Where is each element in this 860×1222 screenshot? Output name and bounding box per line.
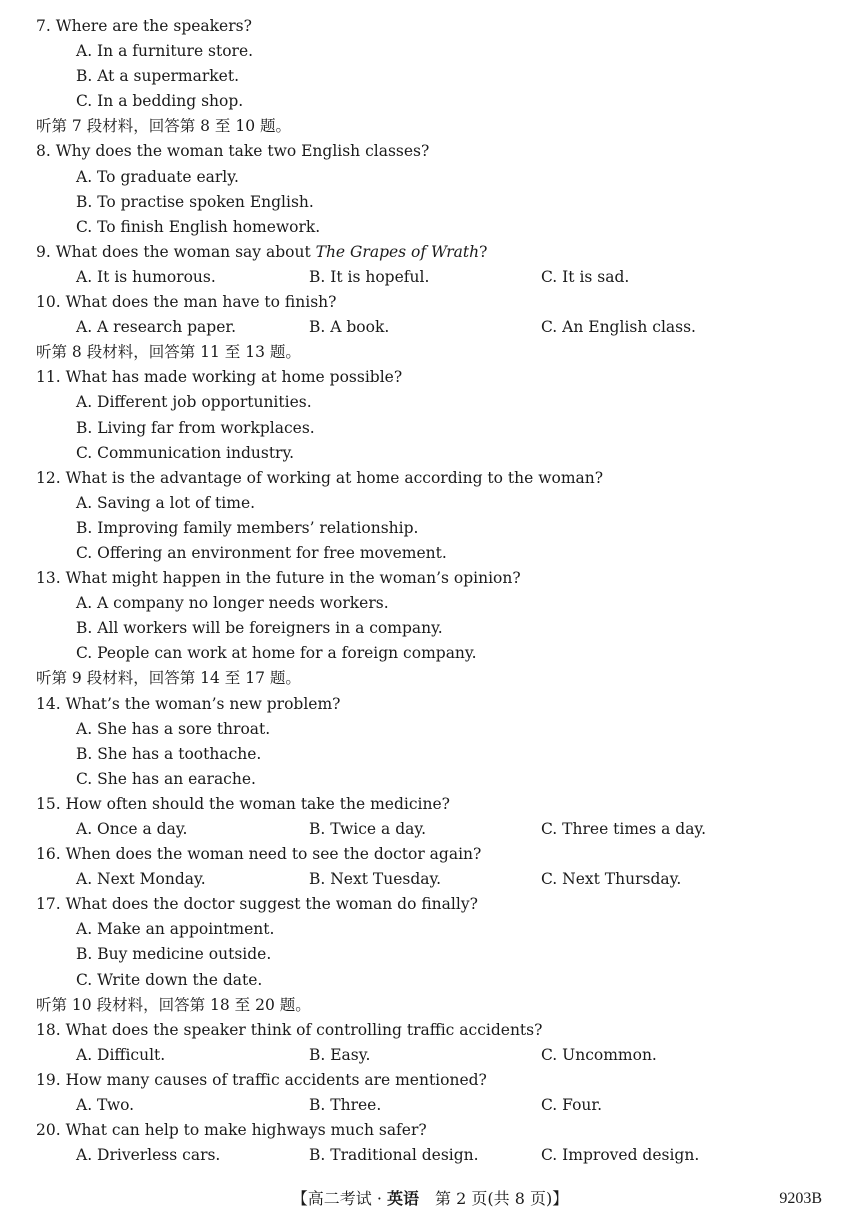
answer-option: B. A book. [309, 318, 390, 337]
answer-options-row [0, 1143, 860, 1168]
question-text-part: 9. What does the woman say about [36, 242, 316, 261]
section-instruction: 听第 7 段材料，回答第 8 至 10 题。 [36, 117, 292, 136]
answer-option: B. All workers will be foreigners in a company. [76, 619, 443, 638]
answer-option: B. Buy medicine outside. [76, 945, 272, 964]
question-text: 18. What does the speaker think of controlling traffic accidents? [36, 1020, 543, 1039]
answer-option: C. People can work at home for a foreign company. [76, 644, 477, 663]
question-text: 17. What does the doctor suggest the woman do finally? [36, 895, 478, 914]
answer-options-row [0, 817, 860, 842]
answer-option: A. To graduate early. [76, 167, 239, 186]
answer-option: A. She has a sore throat. [76, 719, 271, 738]
answer-option: A. A company no longer needs workers. [76, 594, 389, 613]
footer-page-info [0, 1186, 860, 1212]
question-text: 15. How often should the woman take the medicine? [36, 794, 450, 813]
answer-option: B. Easy. [309, 1045, 371, 1064]
answer-option: A. Make an appointment. [76, 920, 275, 939]
answer-option: C. It is sad. [541, 267, 630, 286]
footer-exam-label: 【高二考试 · [291, 1189, 388, 1208]
answer-option: A. Different job opportunities. [76, 393, 312, 412]
answer-option: C. Uncommon. [541, 1045, 657, 1064]
answer-option: C. Write down the date. [76, 970, 263, 989]
footer-subject: 英语 [387, 1189, 420, 1208]
answer-option: B. Next Tuesday. [309, 870, 442, 889]
footer-page-number: 第 2 页(共 8 页)】 [419, 1189, 569, 1208]
footer-code: 9203B [779, 1190, 822, 1207]
question-text: 16. When does the woman need to see the doctor again? [36, 845, 482, 864]
question-text: 10. What does the man have to finish? [36, 293, 337, 312]
answer-option: B. Improving family members’ relationship. [76, 518, 419, 537]
question-text: 8. Why does the woman take two English classes? [36, 142, 430, 161]
answer-option: A. Driverless cars. [76, 1146, 221, 1165]
answer-options-row [0, 1043, 860, 1068]
question-text: 12. What is the advantage of working at home according to the woman? [36, 468, 604, 487]
question-text: 13. What might happen in the future in the woman’s opinion? [36, 569, 521, 588]
answer-option: C. Three times a day. [541, 820, 707, 838]
question-text-part: ? [479, 242, 488, 261]
question-text: 19. How many causes of traffic accidents are mentioned? [36, 1070, 487, 1089]
answer-option: C. Four. [541, 1096, 603, 1115]
page-footer [0, 1186, 860, 1212]
answer-option: C. She has an earache. [76, 769, 256, 788]
answer-option: C. Next Thursday. [541, 870, 682, 889]
answer-option: A. It is humorous. [76, 267, 216, 286]
section-instruction: 听第 9 段材料，回答第 14 至 17 题。 [36, 669, 301, 688]
answer-options-row [0, 867, 860, 892]
answer-option: C. Communication industry. [76, 443, 295, 462]
answer-option: B. Twice a day. [309, 820, 426, 838]
exam-page [0, 14, 860, 1168]
answer-option: C. Offering an environment for free movement. [76, 543, 447, 562]
answer-option: A. Two. [76, 1096, 135, 1115]
answer-option: B. Traditional design. [309, 1146, 479, 1165]
question-text: 7. Where are the speakers? [36, 17, 252, 35]
answer-options-row [0, 315, 860, 340]
answer-option: A. Once a day. [76, 820, 188, 838]
answer-option: A. A research paper. [76, 318, 237, 337]
section-instruction: 听第 10 段材料，回答第 18 至 20 题。 [36, 995, 311, 1014]
book-title: The Grapes of Wrath [315, 242, 480, 261]
answer-option: C. To finish English homework. [76, 217, 321, 236]
answer-option: A. Difficult. [76, 1045, 166, 1064]
answer-option: B. It is hopeful. [309, 267, 430, 286]
answer-option: B. Living far from workplaces. [76, 418, 315, 437]
question-text: 11. What has made working at home possible? [36, 368, 403, 387]
answer-option: A. In a furniture store. [76, 42, 254, 61]
answer-option: C. An English class. [541, 318, 696, 337]
section-instruction: 听第 8 段材料，回答第 11 至 13 题。 [36, 343, 301, 362]
answer-option: B. Three. [309, 1096, 382, 1115]
answer-options-row [0, 1093, 860, 1118]
answer-option: C. Improved design. [541, 1146, 700, 1165]
answer-option: A. Saving a lot of time. [76, 493, 256, 512]
question-text: 20. What can help to make highways much safer? [36, 1121, 427, 1140]
answer-option: B. To practise spoken English. [76, 192, 314, 211]
answer-options-row [0, 265, 860, 290]
answer-option: B. She has a toothache. [76, 744, 262, 763]
question-text: 14. What’s the woman’s new problem? [36, 694, 341, 713]
question-text [0, 240, 860, 265]
answer-option: A. Next Monday. [76, 870, 206, 889]
answer-option: B. At a supermarket. [76, 67, 239, 86]
answer-option: C. In a bedding shop. [76, 92, 244, 111]
